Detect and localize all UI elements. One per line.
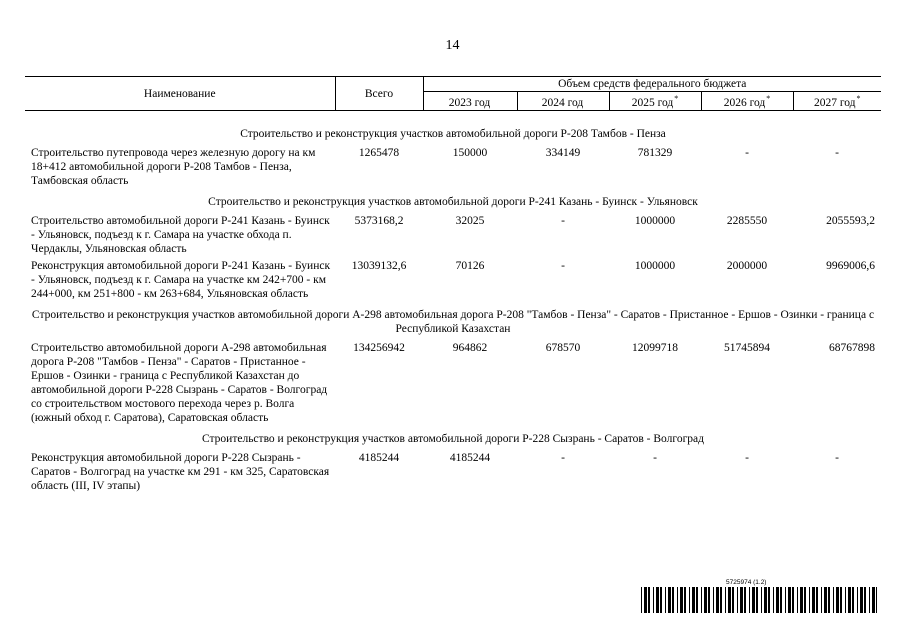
section-title-row bbox=[25, 123, 881, 146]
year-value: - bbox=[653, 452, 657, 464]
total-value: 4185244 bbox=[358, 452, 400, 464]
table-row bbox=[25, 146, 881, 191]
year-value: 1000000 bbox=[634, 260, 676, 272]
object-name: Строительство автомобильной дороги Р-241 Казань - Буинск - Ульяновск, подъезд к г. Самара на участке обхода п. Чердаклы, Ульяновская область bbox=[31, 215, 330, 255]
column-header-year: 2026 год* bbox=[701, 92, 793, 111]
object-name: Реконструкция автомобильной дороги Р-228 Сызрань - Саратов - Волгоград на участке км 291 - км 325, Саратовская область (III, IV этапы) bbox=[31, 452, 330, 492]
year-value: - bbox=[561, 260, 565, 272]
section-title-row bbox=[25, 304, 881, 341]
section-title: Строительство и реконструкция участков автомобильной дороги Р-208 Тамбов - Пенза bbox=[240, 128, 666, 140]
year-value: 2000000 bbox=[726, 260, 768, 272]
total-value: 134256942 bbox=[353, 342, 405, 354]
year-value: 2285550 bbox=[726, 215, 768, 227]
year-value: - bbox=[561, 452, 565, 464]
year-value: 4185244 bbox=[449, 452, 491, 464]
column-header-year: 2024 год bbox=[517, 92, 609, 111]
section-title: Строительство и реконструкция участков автомобильной дороги Р-241 Казань - Буинск - Ульяновск bbox=[208, 196, 698, 208]
year-value: 51745894 bbox=[724, 342, 770, 354]
year-value: 2055593,2 bbox=[826, 215, 875, 227]
year-value: 32025 bbox=[455, 215, 485, 227]
column-header-year: 2025 год* bbox=[609, 92, 701, 111]
total-value: 13039132,6 bbox=[351, 260, 407, 272]
object-name: Строительство автомобильной дороги А-298 автомобильная дорога Р-208 "Тамбов - Пенза" - Саратов - Пристанное - Ершов - Озинки - граница с Республикой Казахстан до автомобильной дороги Р-228 Сызрань - Саратов - Волгоград со строительством мостового перехода через р. Волга (южный обход г. Саратова), Саратовская область bbox=[31, 342, 328, 424]
section-title: Строительство и реконструкция участков автомобильной дороги Р-228 Сызрань - Саратов - Волгоград bbox=[201, 433, 704, 445]
barcode-icon bbox=[641, 587, 877, 613]
column-header-year: 2027 год* bbox=[793, 92, 881, 111]
budget-table bbox=[25, 76, 881, 496]
table-row bbox=[25, 341, 881, 428]
page-number: 14 bbox=[445, 38, 460, 53]
section-title-row bbox=[25, 428, 881, 451]
object-name: Реконструкция автомобильной дороги Р-241 Казань - Буинск - Ульяновск, подъезд к г. Самара на участке км 242+700 - км 244+000, км 251+800 - км 263+684, Ульяновская область bbox=[31, 260, 331, 300]
total-value: 5373168,2 bbox=[354, 215, 404, 227]
year-value: - bbox=[745, 147, 749, 159]
section-title-row bbox=[25, 191, 881, 214]
table-row bbox=[25, 451, 881, 496]
column-header-name: Наименование bbox=[25, 77, 335, 111]
column-header-federal-budget: Объем средств федерального бюджета bbox=[423, 77, 881, 92]
year-value: - bbox=[745, 452, 749, 464]
year-value: 68767898 bbox=[829, 342, 875, 354]
section-title: Строительство и реконструкция участков автомобильной дороги А-298 автомобильная дорога Р-208 "Тамбов - Пенза" - Саратов - Пристанное - Ершов - Озинки - граница с Республикой Казахстан bbox=[31, 309, 875, 335]
year-value: 334149 bbox=[545, 147, 581, 159]
object-name: Строительство путепровода через железную дорогу на км 18+412 автомобильной дороги Р-208 Тамбов - Пенза, Тамбовская область bbox=[31, 147, 316, 187]
column-header-total: Всего bbox=[335, 77, 423, 111]
table-row bbox=[25, 214, 881, 259]
column-header-year: 2023 год bbox=[423, 92, 517, 111]
year-value: 70126 bbox=[455, 260, 485, 272]
year-value: 12099718 bbox=[632, 342, 678, 354]
year-value: 678570 bbox=[545, 342, 581, 354]
table-row bbox=[25, 259, 881, 304]
year-value: 1000000 bbox=[634, 215, 676, 227]
year-value: 9969006,6 bbox=[826, 260, 875, 272]
year-value: - bbox=[561, 215, 565, 227]
year-value: 964862 bbox=[452, 342, 488, 354]
year-value: - bbox=[835, 452, 839, 464]
year-value: 150000 bbox=[452, 147, 488, 159]
total-value: 1265478 bbox=[358, 147, 400, 159]
year-value: 781329 bbox=[637, 147, 673, 159]
document-stamp: 5725974 (1.2) bbox=[726, 579, 767, 586]
year-value: - bbox=[835, 147, 839, 159]
